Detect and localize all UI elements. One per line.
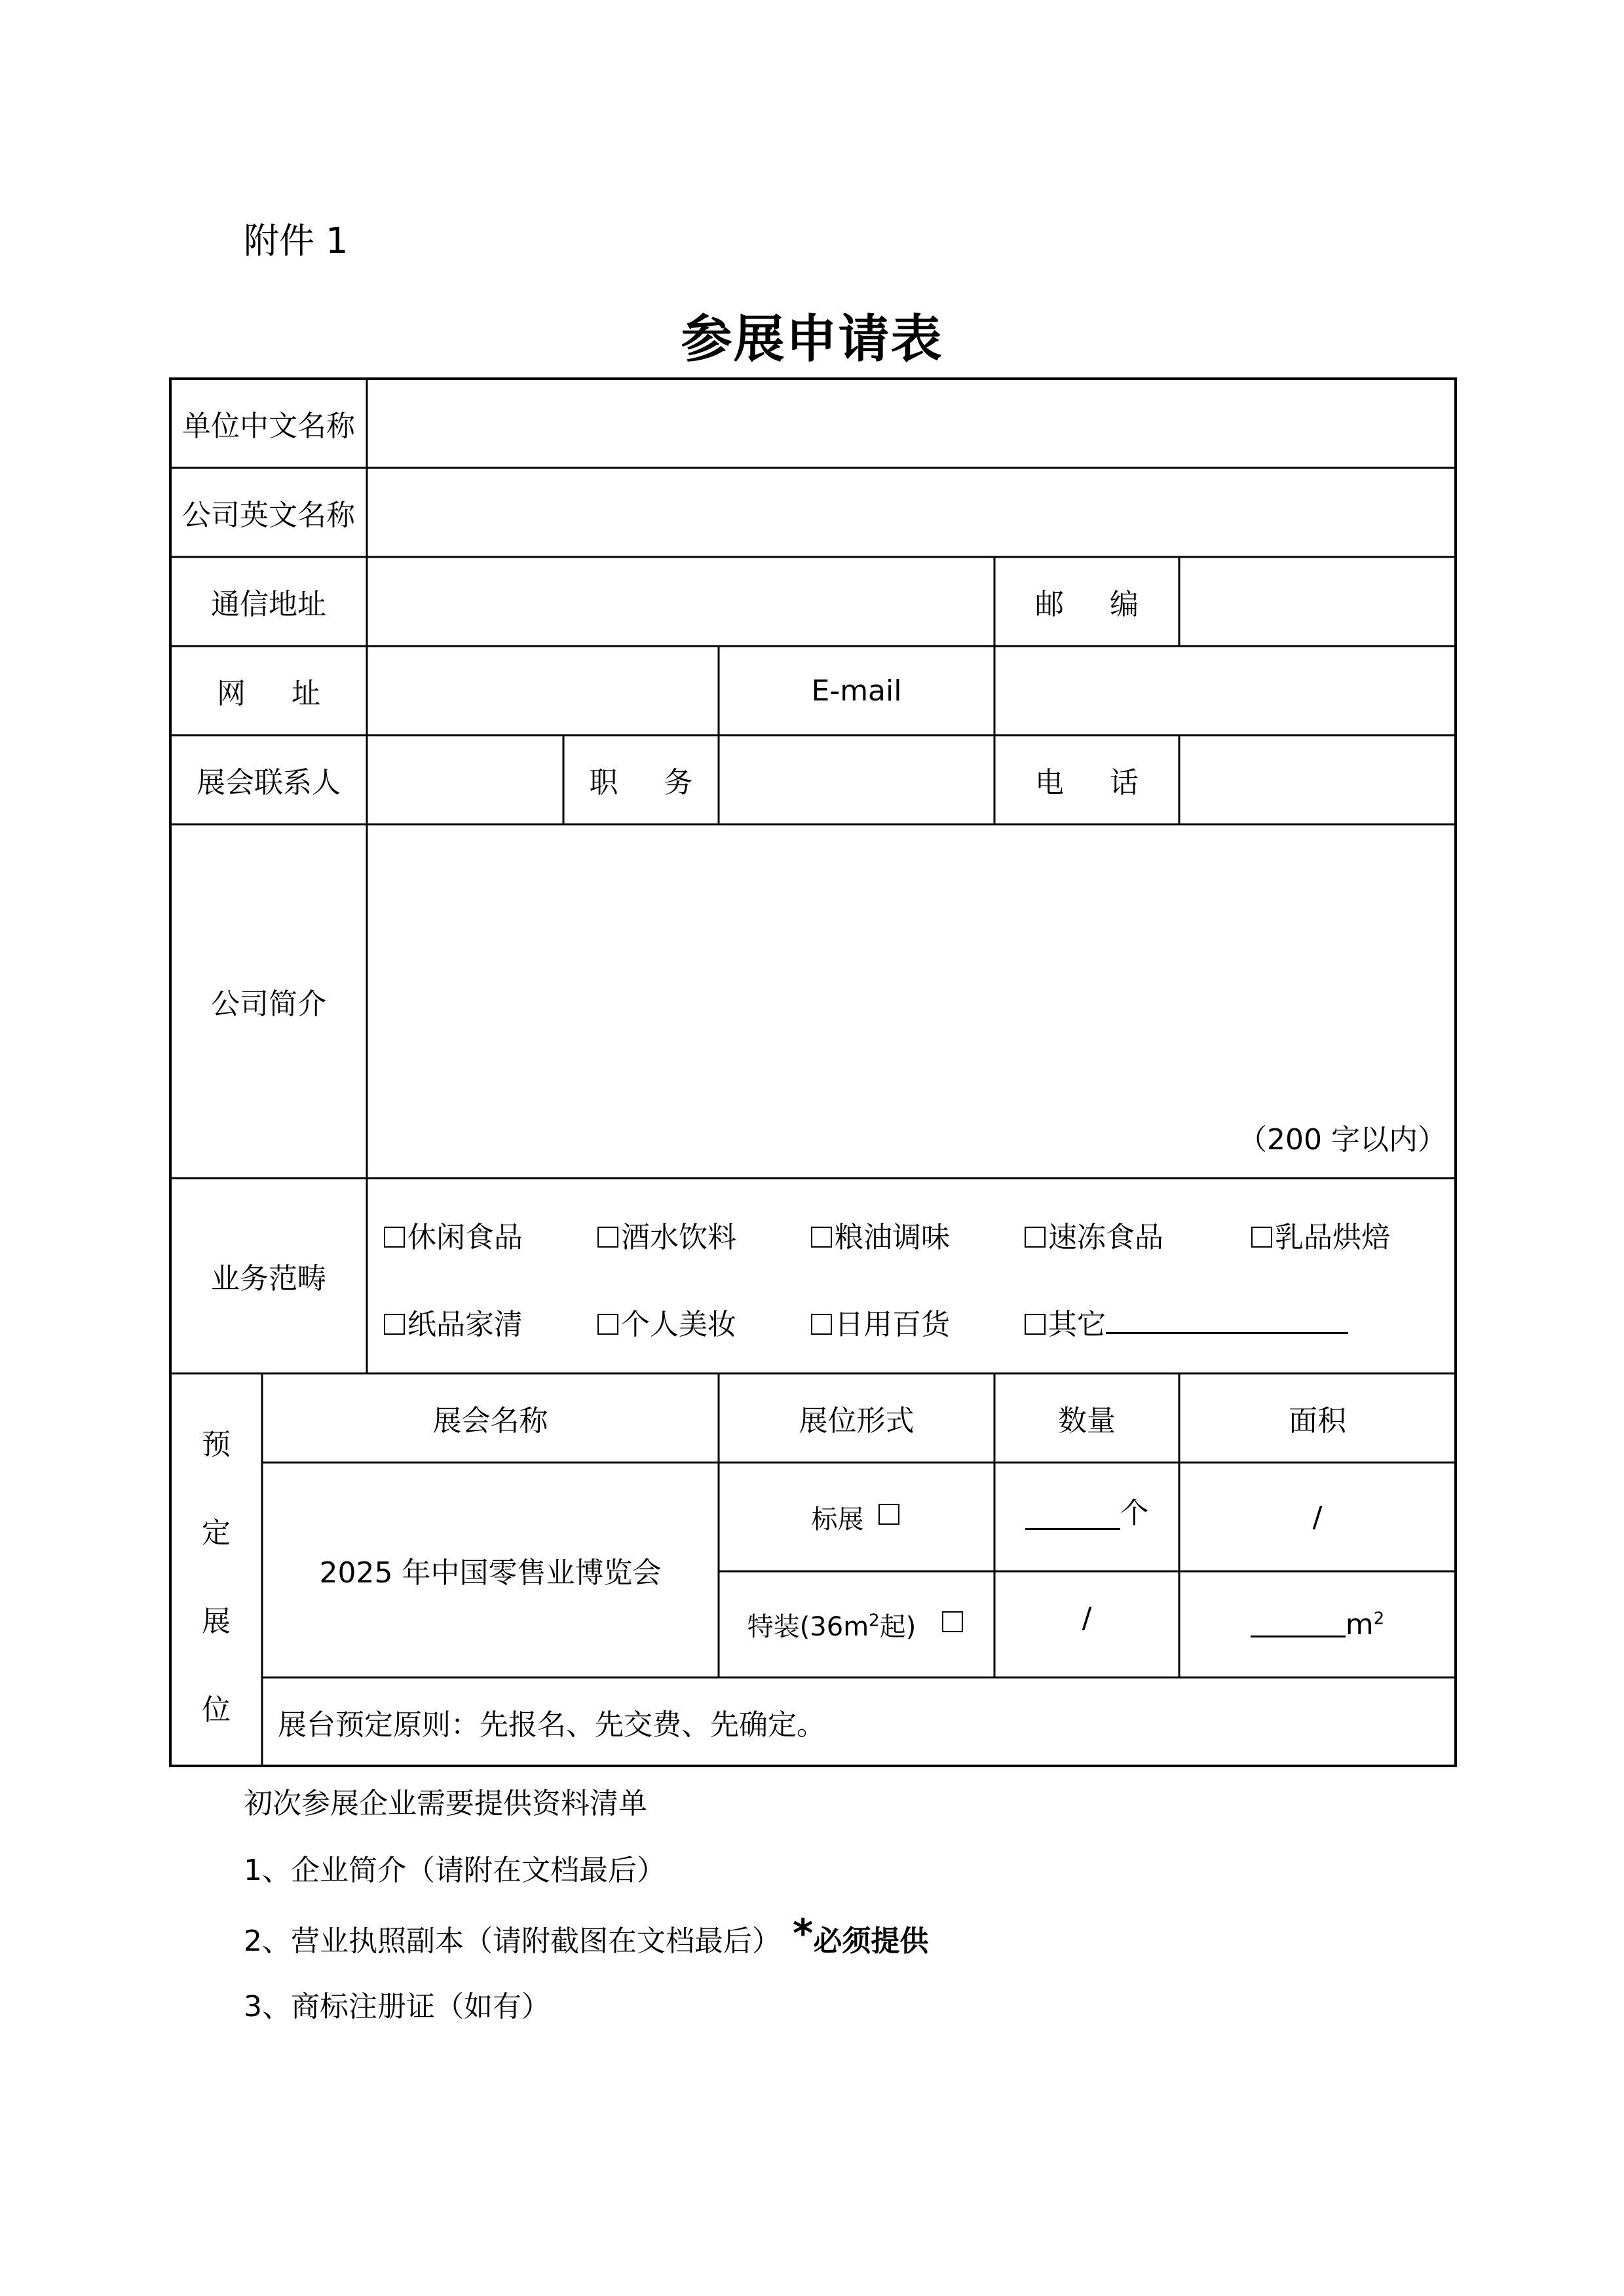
option-beverages[interactable]: 酒水饮料 xyxy=(597,1214,736,1255)
option-other[interactable]: 其它 xyxy=(1025,1301,1348,1343)
header-expo-name: 展会名称 xyxy=(432,1404,548,1438)
booking-label-char: 展 xyxy=(202,1605,231,1638)
website-label xyxy=(170,646,367,735)
booking-label-char: 定 xyxy=(202,1516,231,1550)
special-area-unit: $m^2$ xyxy=(1345,1607,1385,1641)
required-star: * xyxy=(793,1911,814,1957)
materials-item-3: 3、商标注册证（如有） xyxy=(244,1990,550,2023)
option-daily-goods[interactable]: 日用百货 xyxy=(811,1301,950,1343)
checkbox-icon[interactable] xyxy=(1025,1314,1046,1335)
expo-name: 2025 年中国零售业博览会 xyxy=(319,1556,662,1590)
materials-heading: 初次参展企业需要提供资料清单 xyxy=(244,1787,647,1820)
phone-label-b: 话 xyxy=(1110,766,1139,799)
postcode-label-b: 编 xyxy=(1110,588,1139,621)
intro-length-note: （200 字以内） xyxy=(1238,1123,1446,1157)
phone-label xyxy=(994,735,1179,824)
option-snack-food[interactable]: 休闲食品 xyxy=(384,1214,523,1255)
address-label: 通信地址 xyxy=(211,588,326,621)
postcode-label-a: 邮 xyxy=(1035,588,1064,621)
website-label-a: 网 xyxy=(217,677,246,710)
standard-booth-label: 标展 xyxy=(811,1504,864,1535)
contact-label: 展会联系人 xyxy=(197,766,341,799)
option-grain-oil[interactable]: 粮油调味 xyxy=(811,1214,950,1255)
header-booth-form: 展位形式 xyxy=(799,1404,915,1438)
checkbox-icon[interactable] xyxy=(811,1227,832,1248)
email-label: E-mail xyxy=(811,674,902,708)
checkbox-icon[interactable] xyxy=(942,1611,963,1632)
standard-quantity-field[interactable] xyxy=(1025,1504,1120,1530)
email-field[interactable] xyxy=(996,647,1454,734)
position-field[interactable] xyxy=(720,737,993,823)
intro-label: 公司简介 xyxy=(211,987,326,1021)
special-booth-option[interactable] xyxy=(719,1571,994,1677)
position-label-a: 职 xyxy=(589,766,618,799)
checkbox-icon[interactable] xyxy=(384,1227,405,1248)
position-label-b: 务 xyxy=(664,766,693,799)
booking-label-char: 位 xyxy=(202,1693,231,1727)
materials-item-2: 2、营业执照副本（请附截图在文档最后） *必须提供 xyxy=(244,1911,929,1958)
special-quantity: / xyxy=(1082,1601,1092,1635)
standard-area: / xyxy=(1312,1500,1323,1534)
phone-field[interactable] xyxy=(1180,737,1454,823)
option-personal-beauty[interactable]: 个人美妆 xyxy=(597,1301,736,1343)
required-text: 必须提供 xyxy=(813,1924,929,1958)
option-dairy-bakery[interactable]: 乳品烘焙 xyxy=(1251,1214,1390,1255)
booking-label-char: 预 xyxy=(202,1428,231,1461)
standard-booth-option[interactable] xyxy=(719,1463,994,1571)
standard-quantity-unit: 个 xyxy=(1120,1497,1149,1530)
checkbox-icon[interactable] xyxy=(1025,1227,1046,1248)
checkbox-icon[interactable] xyxy=(878,1504,899,1525)
cn-name-label: 单位中文名称 xyxy=(182,410,355,443)
position-label xyxy=(563,735,719,824)
option-frozen-food[interactable]: 速冻食品 xyxy=(1025,1214,1163,1255)
contact-field[interactable] xyxy=(368,737,562,823)
special-booth-label: 特装($36m^2$起) xyxy=(747,1611,916,1642)
materials-item-1: 1、企业简介（请附在文档最后） xyxy=(244,1854,666,1887)
phone-label-a: 电 xyxy=(1035,766,1064,799)
checkbox-icon[interactable] xyxy=(811,1314,832,1335)
form-title: 参展申请表 xyxy=(681,310,943,369)
special-area-cell xyxy=(1179,1571,1456,1677)
option-paper-cleaning[interactable]: 纸品家清 xyxy=(384,1301,523,1343)
website-label-b: 址 xyxy=(292,677,320,710)
header-quantity: 数量 xyxy=(1058,1404,1116,1438)
postcode-field[interactable] xyxy=(1180,558,1454,645)
checkbox-icon[interactable] xyxy=(597,1227,618,1248)
address-field[interactable] xyxy=(368,558,993,645)
checkbox-icon[interactable] xyxy=(1251,1227,1272,1248)
checkbox-icon[interactable] xyxy=(384,1314,405,1335)
header-area: 面积 xyxy=(1289,1404,1346,1438)
attachment-label: 附件 1 xyxy=(244,220,349,261)
en-name-label: 公司英文名称 xyxy=(182,499,355,532)
postcode-label xyxy=(994,557,1179,646)
website-field[interactable] xyxy=(368,647,717,734)
booking-rule: 展台预定原则：先报名、先交费、先确定。 xyxy=(278,1708,825,1742)
checkbox-icon[interactable] xyxy=(597,1314,618,1335)
en-name-field[interactable] xyxy=(368,469,1454,556)
special-area-field[interactable] xyxy=(1251,1612,1346,1637)
other-blank-field[interactable] xyxy=(1106,1309,1348,1334)
standard-quantity-cell xyxy=(994,1463,1179,1571)
business-label: 业务范畴 xyxy=(211,1262,326,1295)
cn-name-field[interactable] xyxy=(368,380,1454,467)
